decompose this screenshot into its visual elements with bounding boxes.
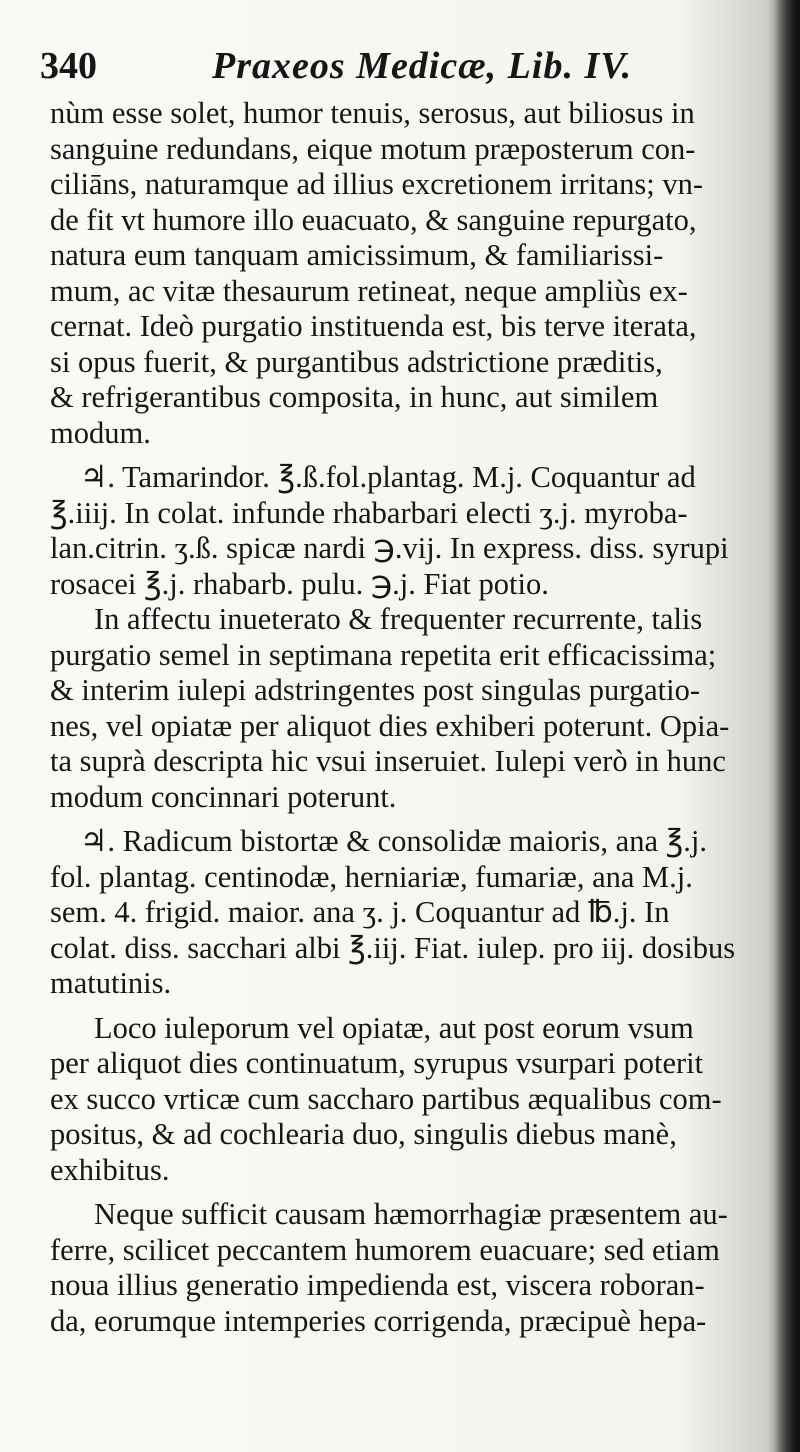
text-line: Neque sufficit causam hæmorrhagiæ præsentem au-	[94, 1197, 728, 1231]
running-title: Praxeos Medicæ, Lib. IV.	[212, 45, 633, 87]
text-line: nùm esse solet, humor tenuis, serosus, aut biliosus in	[50, 96, 695, 130]
paragraph-p2-recipe	[50, 460, 766, 602]
text-line: ♃. Tamarindor. ℥.ß.fol.plantag. M.j. Coquantur ad	[80, 460, 696, 494]
text-line: modum.	[50, 415, 151, 450]
text-line: & interim iulepi adstringentes post singulas purgatio-	[50, 673, 701, 707]
text-line: noua illius generatio impedienda est, viscera roboran-	[50, 1268, 705, 1302]
text-line: nes, vel opiatæ per aliquot dies exhiberi poterunt. Opia-	[50, 708, 730, 743]
text-line: rosacei ℥.j. rhabarb. pulu. ℈.j. Fiat potio.	[50, 566, 549, 601]
text-line: mum, ac vitæ thesaurum retineat, neque ampliùs ex-	[50, 273, 688, 308]
text-line: ciliāns, naturamque ad illius excretionem irritans; vn-	[50, 167, 704, 201]
text-line: lan.citrin. ʒ.ß. spicæ nardi ℈.vij. In express. diss. syrupi	[50, 531, 729, 565]
text-line: & refrigerantibus composita, in hunc, aut similem	[50, 380, 659, 414]
text-line: colat. diss. sacchari albi ℥.iij. Fiat. iulep. pro iij. dosibus	[50, 930, 736, 965]
text-line: sem. 4. frigid. maior. ana ʒ. j. Coquantur ad ℔.j. In	[50, 895, 670, 929]
paragraph-p4-recipe	[50, 824, 766, 1002]
text-line: matutinis.	[50, 966, 172, 1000]
body-text	[50, 96, 766, 1339]
paragraph-p6	[50, 1197, 766, 1339]
paragraph-p1	[50, 96, 766, 451]
paragraph-p5	[50, 1011, 766, 1189]
text-line: fol. plantag. centinodæ, herniariæ, fumariæ, ana M.j.	[50, 859, 693, 894]
paragraph-p3	[50, 602, 766, 815]
text-line: si opus fuerit, & purgantibus adstrictione præditis,	[50, 344, 663, 379]
text-line: positus, & ad cochlearia duo, singulis diebus manè,	[50, 1117, 677, 1151]
text-line: exhibitus.	[50, 1152, 170, 1187]
text-line: ℥.iiij. In colat. infunde rhabarbari electi ʒ.j. myroba-	[50, 495, 688, 530]
text-line: ♃. Radicum bistortæ & consolidæ maioris, ana ℥.j.	[80, 824, 707, 858]
text-line: purgatio semel in septimana repetita erit efficacissima;	[50, 637, 717, 672]
text-line: de fit vt humore illo euacuato, & sanguine repurgato,	[50, 202, 697, 237]
page-gutter-shadow	[774, 0, 800, 1452]
text-line: ta suprà descripta hic vsui inseruiet. Iulepi verò in hunc	[50, 744, 726, 778]
text-line: ex succo vrticæ cum saccharo partibus æqualibus com-	[50, 1081, 722, 1116]
text-line: modum concinnari poterunt.	[50, 779, 397, 814]
text-line: sanguine redundans, eique motum præposterum con-	[50, 131, 696, 166]
text-line: cernat. Ideò purgatio instituenda est, bis terve iterata,	[50, 309, 697, 343]
page-number: 340	[40, 45, 97, 87]
text-line: per aliquot dies continuatum, syrupus vsurpari poterit	[50, 1046, 704, 1080]
text-line: da, eorumque intemperies corrigenda, præcipuè hepa-	[50, 1303, 707, 1338]
text-line: natura eum tanquam amicissimum, & familiarissi-	[50, 238, 664, 272]
text-line: ferre, scilicet peccantem humorem euacuare; sed etiam	[50, 1232, 720, 1267]
running-header	[40, 40, 760, 92]
text-line: In affectu inueterato & frequenter recurrente, talis	[94, 602, 703, 636]
text-line: Loco iuleporum vel opiatæ, aut post eorum vsum	[94, 1010, 694, 1045]
